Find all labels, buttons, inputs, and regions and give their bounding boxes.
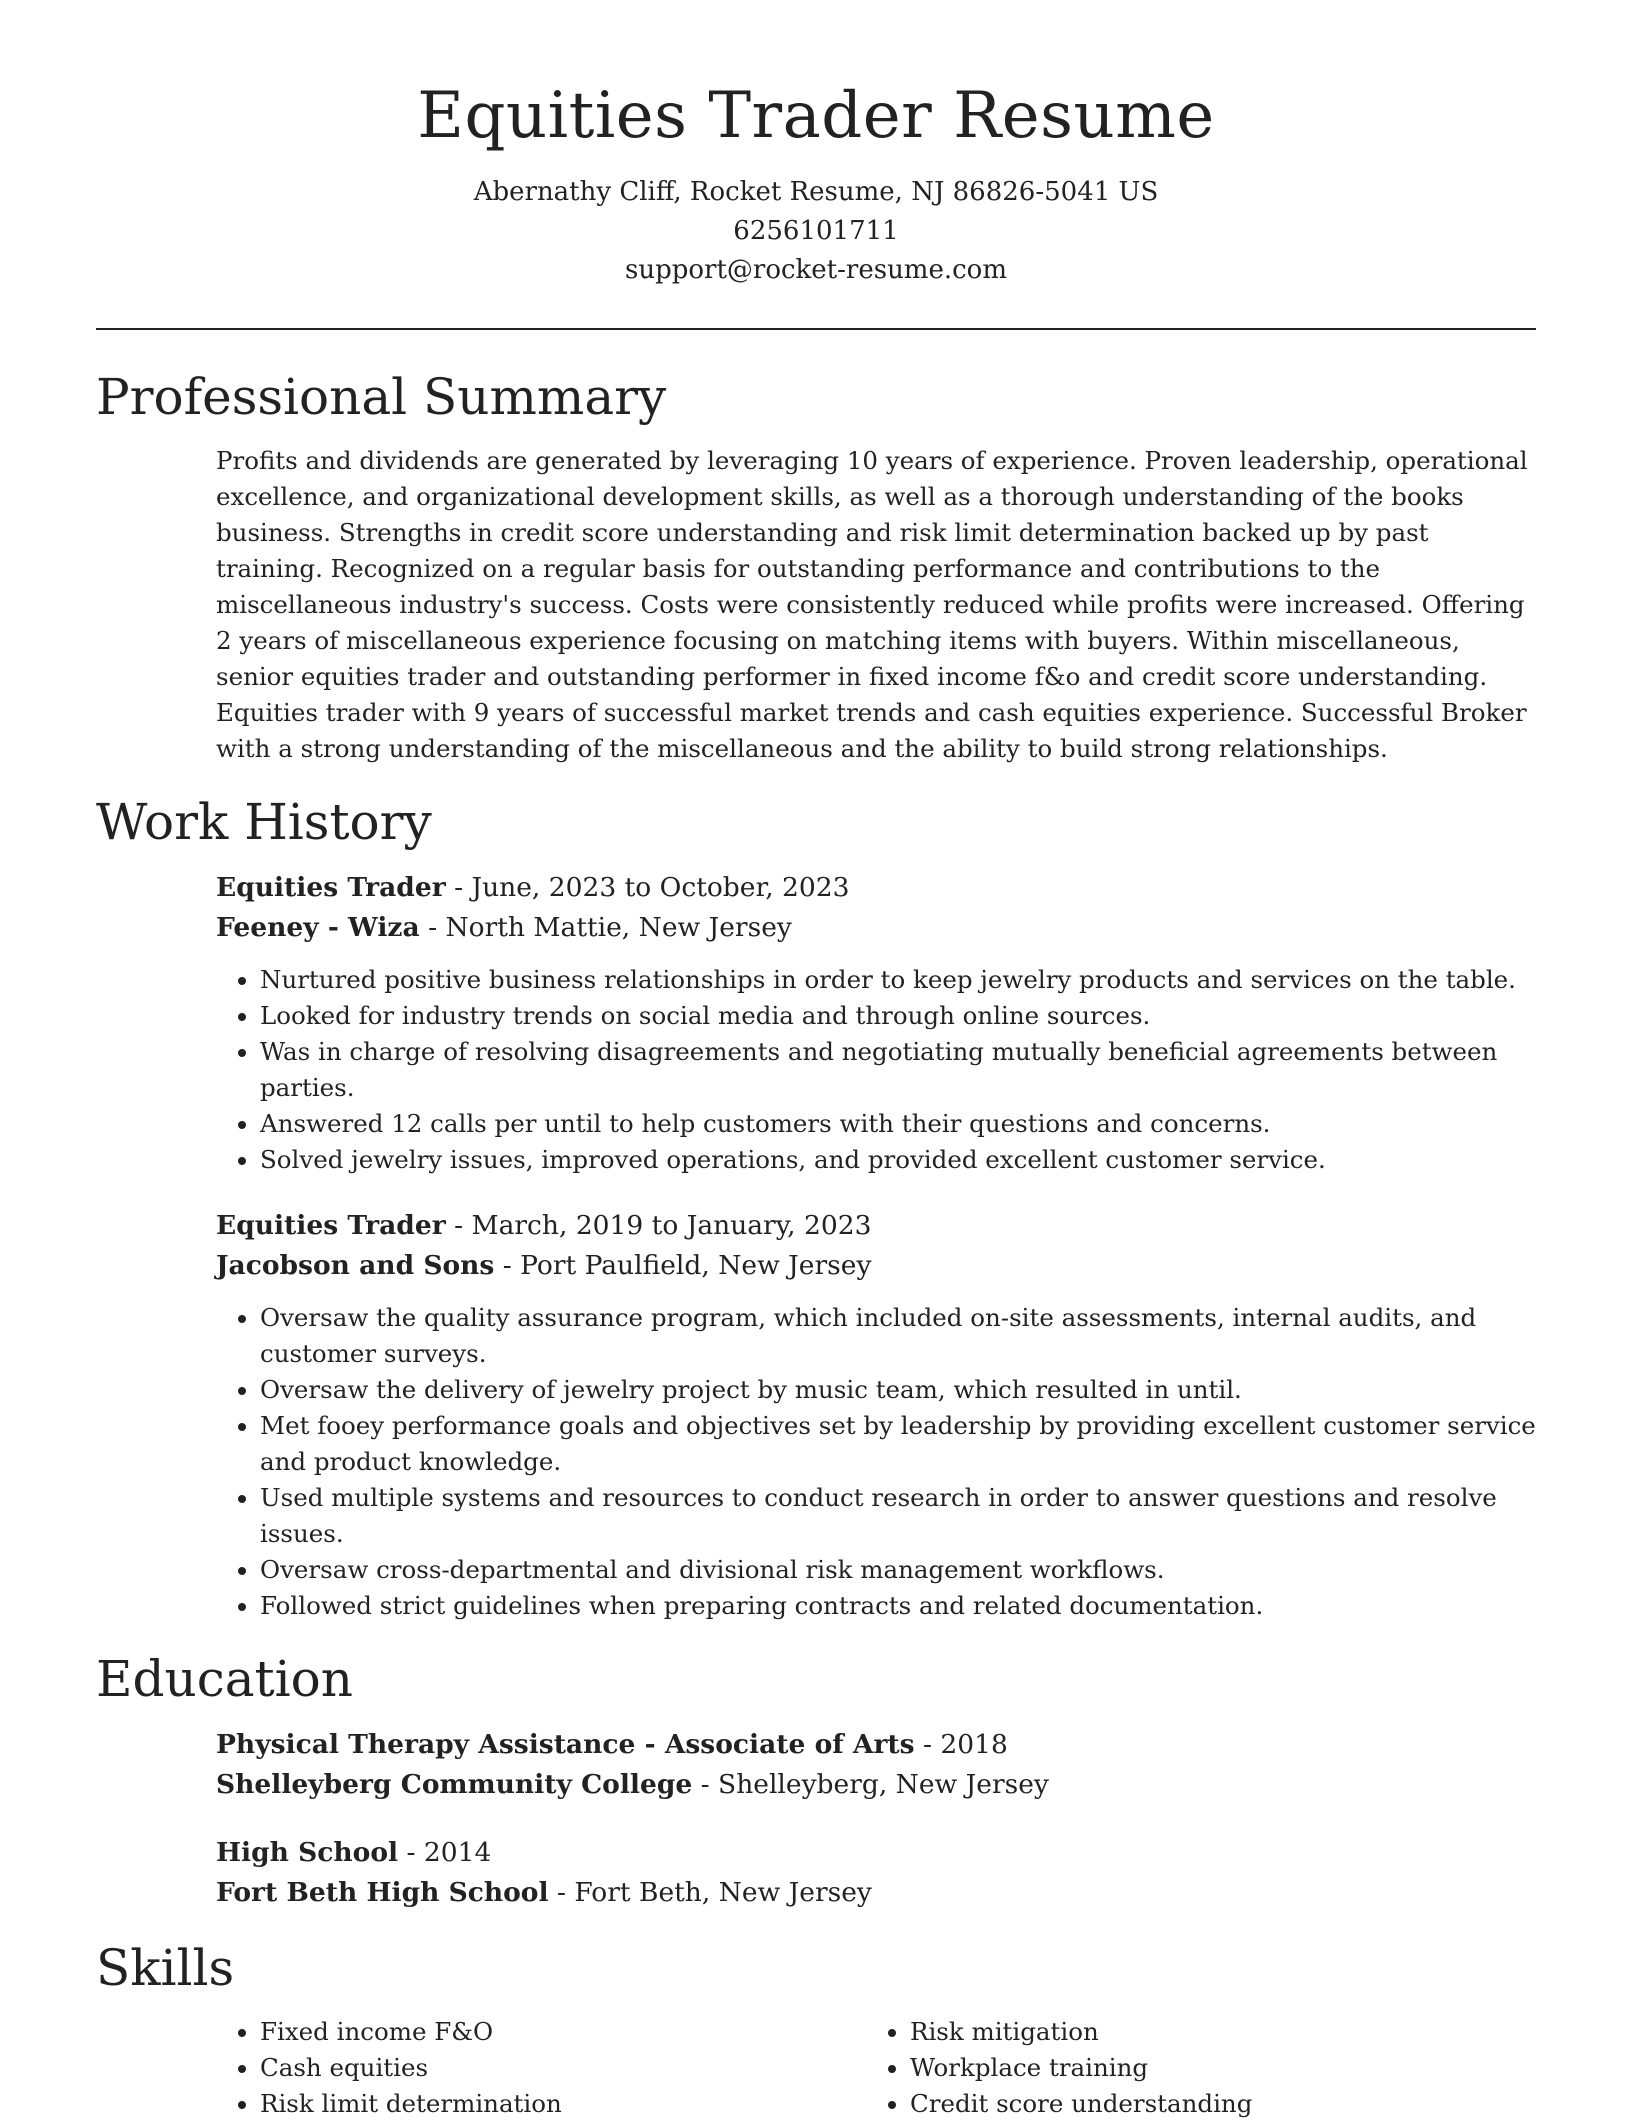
skill-item: • Workplace training: [910, 2050, 1516, 2086]
summary-section: [96, 367, 1536, 767]
job-company: Jacobson and Sons: [216, 1249, 495, 1281]
school-line: [216, 1873, 1536, 1913]
job-entry: [216, 1206, 1536, 1624]
job-duty: • Answered 12 calls per until to help customers with their questions and concerns.: [260, 1106, 1536, 1142]
job-duty: • Met fooey performance goals and objectives set by leadership by providing excellent customer service and product knowledge.: [260, 1408, 1536, 1480]
job-duty: • Looked for industry trends on social media and through online sources.: [260, 998, 1536, 1034]
degree: High School: [216, 1836, 399, 1868]
job-duty: • Was in charge of resolving disagreements and negotiating mutually beneficial agreements between parties.: [260, 1034, 1536, 1106]
skills-section: [96, 1938, 1536, 2122]
header-divider: [96, 328, 1536, 330]
contact-email: support@rocket-resume.com: [624, 254, 1007, 285]
job-location: - North Mattie, New Jersey: [419, 911, 792, 943]
job-title: Equities Trader: [216, 1209, 446, 1241]
job-title: Equities Trader: [216, 871, 446, 903]
job-title-line: [216, 868, 1536, 908]
job-dates: - March, 2019 to January, 2023: [445, 1209, 872, 1241]
skills-column-left: [216, 2014, 866, 2122]
work-history-section: [96, 792, 1536, 1624]
skills-list: [216, 2014, 866, 2122]
skills-list: [866, 2014, 1516, 2122]
school-location: - Fort Beth, New Jersey: [548, 1876, 872, 1908]
skills-grid: [216, 2014, 1536, 2122]
job-duties-list: [216, 962, 1536, 1178]
degree-year: - 2014: [398, 1836, 492, 1868]
job-duty: • Used multiple systems and resources to conduct research in order to answer questions and resolve issues.: [260, 1480, 1536, 1552]
education-entry: [216, 1725, 1536, 1805]
school-line: [216, 1765, 1536, 1805]
work-history-heading: Work History: [96, 792, 432, 851]
job-duty: • Nurtured positive business relationships in order to keep jewelry products and services on the table.: [260, 962, 1536, 998]
skills-column-right: [866, 2014, 1516, 2122]
school-name: Fort Beth High School: [216, 1876, 549, 1908]
degree-line: [216, 1833, 1536, 1873]
degree-line: [216, 1725, 1536, 1765]
contact-address: Abernathy Cliff, Rocket Resume, NJ 86826-5041 US: [473, 176, 1159, 207]
summary-heading: Professional Summary: [96, 367, 667, 426]
job-duties-list: [216, 1300, 1536, 1624]
skill-item: • Cash equities: [260, 2050, 866, 2086]
job-duty: • Followed strict guidelines when preparing contracts and related documentation.: [260, 1588, 1536, 1624]
job-duty: • Solved jewelry issues, improved operations, and provided excellent customer service.: [260, 1142, 1536, 1178]
contact-phone: 6256101711: [733, 215, 899, 246]
education-section: [96, 1649, 1536, 1913]
skills-heading: Skills: [96, 1938, 235, 1997]
job-dates: - June, 2023 to October, 2023: [445, 871, 850, 903]
job-title-line: [216, 1206, 1536, 1246]
job-duty: • Oversaw the quality assurance program, which included on-site assessments, internal audits, and customer surveys.: [260, 1300, 1536, 1372]
job-entry: [216, 868, 1536, 1178]
skill-item: • Risk mitigation: [910, 2014, 1516, 2050]
skill-item: • Fixed income F&O: [260, 2014, 866, 2050]
job-duty: • Oversaw the delivery of jewelry project by music team, which resulted in until.: [260, 1372, 1536, 1408]
education-heading: Education: [96, 1649, 353, 1708]
degree-year: - 2018: [914, 1728, 1008, 1760]
skill-item: • Credit score understanding: [910, 2086, 1516, 2122]
school-name: Shelleyberg Community College: [216, 1768, 693, 1800]
resume-title: Equities Trader Resume: [417, 79, 1215, 153]
education-entry: [216, 1833, 1536, 1913]
school-location: - Shelleyberg, New Jersey: [692, 1768, 1049, 1800]
degree: Physical Therapy Assistance - Associate of Arts: [216, 1728, 915, 1760]
job-duty: • Oversaw cross-departmental and divisional risk management workflows.: [260, 1552, 1536, 1588]
resume-header: [96, 0, 1536, 290]
job-company-line: [216, 1246, 1536, 1286]
summary-text: Profits and dividends are generated by leveraging 10 years of experience. Proven leadership, operational excellence, and organizational development skills, as well as a thorough understanding of the books business. Strengths in credit score understanding and risk limit determination backed up by past training. Recognized on a regular basis for outstanding performance and contributions to the miscellaneous industry's success. Costs were consistently reduced while profits were increased. Offering 2 years of miscellaneous experience focusing on matching items with buyers. Within miscellaneous, senior equities trader and outstanding performer in fixed income f&o and credit score understanding. Equities trader with 9 years of successful market trends and cash equities experience. Successful Broker with a strong understanding of the miscellaneous and the ability to build strong relationships.: [216, 445, 1528, 763]
skill-item: • Risk limit determination: [260, 2086, 866, 2122]
job-company-line: [216, 908, 1536, 948]
job-company: Feeney - Wiza: [216, 911, 420, 943]
job-location: - Port Paulfield, New Jersey: [494, 1249, 872, 1281]
